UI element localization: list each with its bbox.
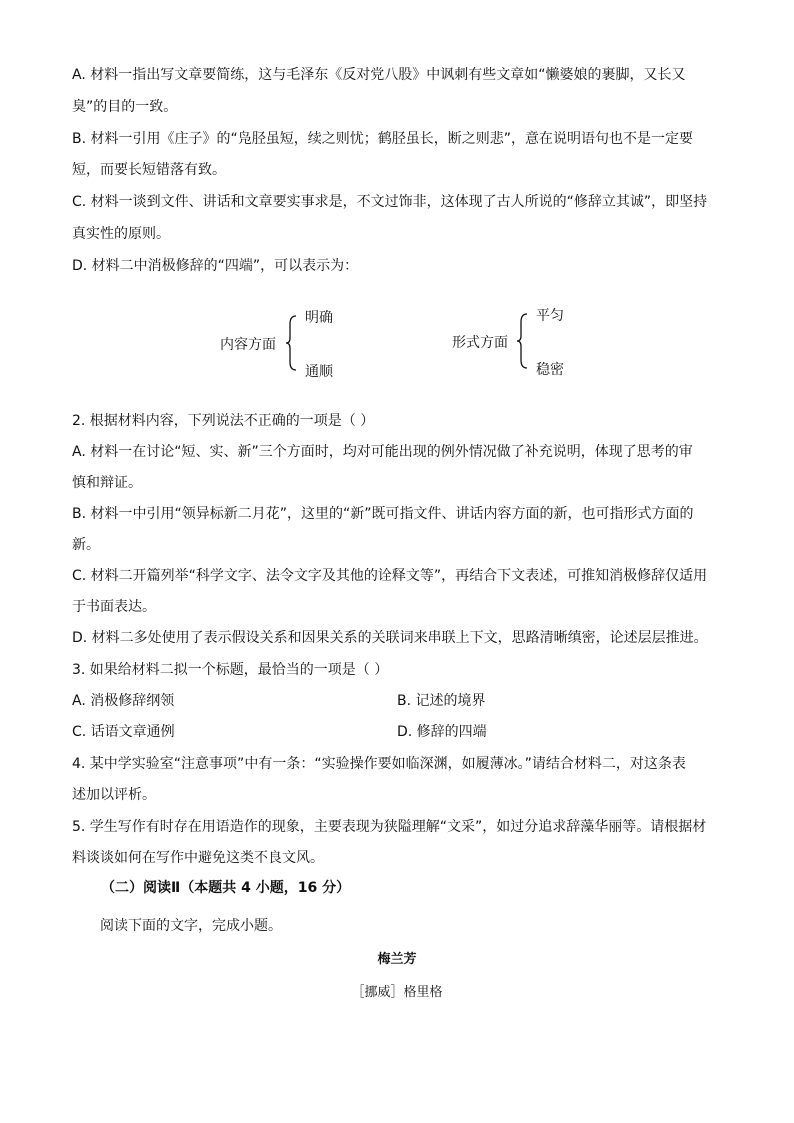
diagram-left-top: 明确 xyxy=(305,310,333,326)
q2-option-a-line1: A. 材料一在讨论“短、实、新”三个方面时，均对可能出现的例外情况做了补充说明，体现了思考的审 xyxy=(72,444,693,460)
q1-option-c-line1: C. 材料一谈到文件、讲话和文章要实事求是，不文过饰非，这体现了古人所说的“修辞立其诚”，即坚持 xyxy=(72,194,708,210)
section-heading: （二）阅读Ⅱ（本题共 4 小题，16 分） xyxy=(101,880,351,896)
q1-option-b-line2: 短，而要长短错落有致。 xyxy=(72,162,226,178)
q1-option-c-line2: 真实性的原则。 xyxy=(72,226,170,242)
q1-option-b-line1: B. 材料一引用《庄子》的“凫胫虽短，续之则忧；鹤胫虽长，断之则悲”，意在说明语句也不是一定要 xyxy=(72,131,694,147)
left-brace-icon xyxy=(284,314,298,372)
diagram-right-bottom: 稳密 xyxy=(536,362,564,378)
diagram-left-bottom: 通顺 xyxy=(305,364,333,380)
reading-instruction: 阅读下面的文字，完成小题。 xyxy=(100,918,282,934)
q2-option-c-line2: 于书面表达。 xyxy=(72,599,156,615)
q3-option-d: D. 修辞的四端 xyxy=(397,724,487,740)
diagram-left-group: 内容方面 xyxy=(220,337,276,353)
q3-option-b: B. 记述的境界 xyxy=(397,693,486,709)
article-title: 梅兰芳 xyxy=(377,952,417,967)
q4-line2: 述加以评析。 xyxy=(72,787,156,803)
q2-option-c-line1: C. 材料二开篇列举“科学文字、法令文字及其他的诠释文等”，再结合下文表述，可推知消极修辞仅适用 xyxy=(72,568,708,584)
q1-option-a-line2: 臭”的目的一致。 xyxy=(72,99,178,115)
q2-option-b-line2: 新。 xyxy=(72,537,100,553)
right-brace-icon xyxy=(515,312,529,370)
q1-option-a-line1: A. 材料一指出写文章要简练，这与毛泽东《反对党八股》中讽刺有些文章如“懒婆娘的裹脚，又长又 xyxy=(72,67,686,83)
q2-stem: 2. 根据材料内容，下列说法不正确的一项是（ ） xyxy=(72,413,375,429)
q1-option-d-line1: D. 材料二中消极修辞的“四端”，可以表示为： xyxy=(72,258,359,274)
diagram-right-group: 形式方面 xyxy=(452,335,508,351)
diagram-right-top: 平匀 xyxy=(536,308,564,324)
q2-option-d: D. 材料二多处使用了表示假设关系和因果关系的关联词来串联上下文，思路清晰缜密，论述层层推进。 xyxy=(72,630,708,646)
q3-option-a: A. 消极修辞纲领 xyxy=(72,693,175,709)
q5-line2: 料谈谈如何在写作中避免这类不良文风。 xyxy=(72,850,324,866)
q2-option-a-line2: 慎和辩证。 xyxy=(72,475,142,491)
q5-line1: 5. 学生写作有时存在用语造作的现象，主要表现为狭隘理解“文采”，如过分追求辞藻华丽等。请根据材 xyxy=(72,819,707,835)
q4-line1: 4. 某中学实验室“注意事项”中有一条：“实验操作要如临深渊，如履薄冰。”请结合材料二，对这条表 xyxy=(72,756,686,772)
q3-stem: 3. 如果给材料二拟一个标题，最恰当的一项是（ ） xyxy=(72,662,389,678)
q3-option-c: C. 话语文章通例 xyxy=(72,724,175,740)
article-author: ［挪威］格里格 xyxy=(351,985,443,1000)
q2-option-b-line1: B. 材料一中引用“领异标新二月花”，这里的“新”既可指文件、讲话内容方面的新，也可指形式方面的 xyxy=(72,506,694,522)
